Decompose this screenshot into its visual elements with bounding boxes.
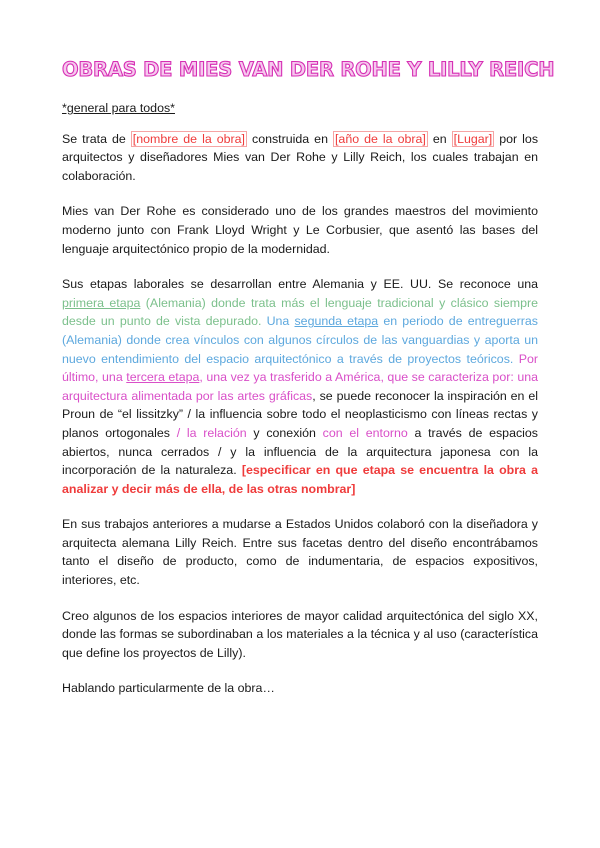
placeholder-especificar: [especificar en que etapa se encuentra la obra a analizar y decir más de ella, de las otras nombrar] <box>62 463 538 496</box>
intro-text-d: por los arquitectos y diseñadores Mies van Der Rohe y Lilly Reich, los cuales trabajan en colaboración. <box>62 131 539 183</box>
placeholder-lugar: [Lugar] <box>453 131 493 146</box>
etapas-text-a: Sus etapas laborales se desarrollan entre Alemania y EE. UU. Se reconoce una <box>62 277 538 292</box>
etapas-text-e: a través de espacios abiertos, nunca cerrados / y la influencia de la arquitectura japonesa con la incorporación de la naturaleza. <box>62 425 538 478</box>
paragraph-lilly: En sus trabajos anteriores a mudarse a Estados Unidos colaboró con la diseñadora y arquitecta alemana Lilly Reich. Entre sus facetas dentro del diseño encontrábamos tanto el diseño de producto, como de indumentaria, de espacios expositivos, interiores, etc. <box>62 517 538 588</box>
stage-one-label: primera etapa <box>62 295 141 310</box>
intro-text-c: en <box>427 131 452 146</box>
intro-text-a: Se trata de <box>62 131 131 146</box>
paragraph-closing: Hablando particularmente de la obra… <box>62 681 275 696</box>
general-note: *general para todos* <box>62 101 175 115</box>
paragraph-mies: Mies van Der Rohe es considerado uno de los grandes maestros del movimiento moderno junto con Frank Lloyd Wright y Le Corbusier, que asentó las bases del lenguaje arquitectónico propio de la modernidad. <box>62 204 538 256</box>
stage-three-lead: Por último, una <box>62 351 538 385</box>
stage-two-lead: Una <box>261 314 295 329</box>
placeholder-obra: [nombre de la obra] <box>132 131 245 146</box>
etapas-text-c: , se puede reconocer la inspiración en el Proun de “el lissitzky” / la influencia sobre todo el neoplasticismo con líneas rectas y planos ortogonales <box>62 388 538 440</box>
stage-two-label: segunda etapa <box>294 314 379 329</box>
placeholder-ano: [año de la obra] <box>334 131 426 146</box>
entorno-highlight: con el entorno <box>322 425 408 440</box>
stage-one-text: (Alemania) donde trata más el lenguaje tradicional y clásico siempre desde un punto de vista depurado. <box>62 295 538 329</box>
stage-two-text: en periodo de entreguerras (Alemania) donde crea vínculos con algunos círculos de las vanguardias y aporta un nuevo entendimiento del espacio arquitectónico a través de proyectos teóricos. <box>62 314 538 366</box>
paragraph-etapas <box>62 275 538 498</box>
etapas-text-d: y conexión <box>246 425 323 440</box>
paragraph-intro <box>62 130 538 186</box>
paragraph-interiores: Creo algunos de los espacios interiores de mayor calidad arquitectónica del siglo XX, donde las formas se subordinaban a los materiales a la técnica y al uso (característica que define los proyectos de Lilly). <box>62 608 538 660</box>
document-title: OBRAS DE MIES VAN DER ROHE Y LILLY REICH <box>62 58 555 81</box>
stage-three-text: , una vez ya trasferido a América, que se caracteriza por: una arquitectura alimentada por las artes gráficas <box>62 370 538 403</box>
relacion-highlight: / la relación <box>176 425 247 440</box>
intro-text-b: construida en <box>246 131 333 146</box>
stage-three-label: tercera etapa <box>126 370 200 385</box>
